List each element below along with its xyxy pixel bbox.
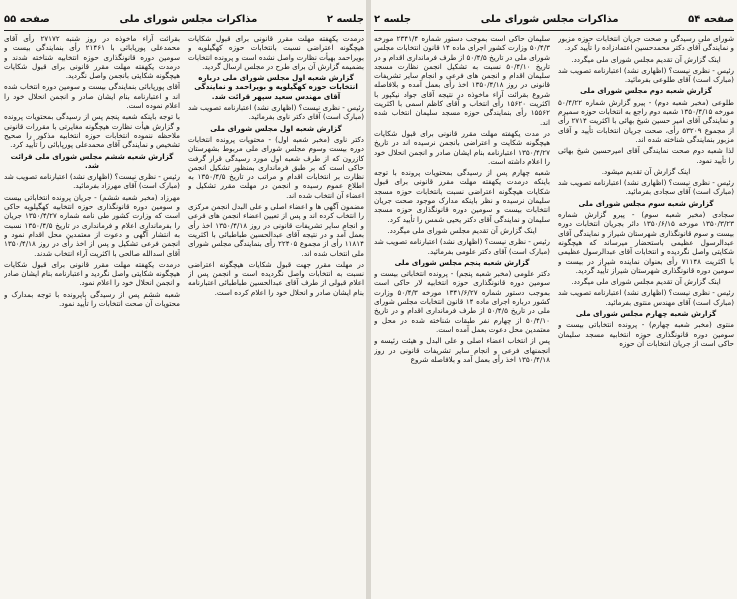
left-column <box>374 34 550 593</box>
paragraph: شعبه ششم پس از رسیدگی باپرونده با توجه بمدارک و محتویات آن صحت انتخابات را تأیید نمود. <box>4 289 180 309</box>
session-number: جلسه ۲ <box>326 13 364 25</box>
paragraph: مضمون آگهی ها و اعضاء اصلی و علی البدل انجمن مرکزی را انتخاب کرده اند و پس از تعیین اعضاء انجمن های فرعی و انجام سایر تشریفات قانونی در روز ۱۳۵۰/۴/۱۸ اخذ رأی بعمل آمد و در نتیجه آقای عبدالحسین طباطبائی با اکثریت ۱۱۸۱۴ رأی از مجموع ۲۲۴۰۵ رأی بنمایندگی مجلس شورای ملی انتخاب شده اند. <box>188 202 364 258</box>
report-heading: گزارش شعبه چهارم مجلس شورای ملی <box>575 309 717 319</box>
speaker-paragraph: رئیس - نظری نیست؟ (اظهاری نشد) اعتبارنامه تصویب شد (مبارک است) آقای دکتر علومی بفرمائید. <box>374 237 550 256</box>
right-column <box>188 34 364 593</box>
paragraph: اینک گزارش آن تقدیم مجلس شورای ملی میگردد. <box>387 225 537 235</box>
paragraph: در مهلت مقرر جهت قبول شکایات هیچگونه اعتراضی نسبت به انتخابات واصل نگردیده است و انجمن پس از اعلام قبولی از طرف آقای عبدالحسین طباطبائی اعتبارنامه بنام ایشان صادر و انحلال خود را اعلام کرده است. <box>188 259 364 297</box>
speaker-paragraph: دکتر ناوی (مخبر شعبه اول) - محتویات پرونده انتخابات دوره بیست وسوم مجلس شورای ملی مربوط بشهرستان کازرون که از طرف شعبه اول مورد رسیدگی قرار گرفت حاکی است که بر طبق فرمانداری بمنظور تشکیل انجمن نظارت بر انتخابات اقدام و مراتب در تاریخ ۱۳۵۰/۴/۵ به اطلاع عموم رسیده و انجمن در مهلت مقرر تشکیل و اعضاء آن انتخاب شده اند. <box>188 134 364 200</box>
paragraph: درمدت یکهفته مهلت مقرر قانونی برای قبول شکایات هیچگونه شکایتی واصل نگردید و اعتبارنامه بنام ایشان صادر و انجمن انحلال خود را اعلام نمود. <box>4 259 180 288</box>
page-header <box>4 8 364 31</box>
right-page <box>374 8 734 593</box>
report-heading: گزارش شعبه اول مجلس شورای ملی درباره انتخابات حوزه کهگیلویه و بویراحمد و نمایندگی آقای مهندس سعید سپهر قرائت شد. <box>194 73 358 101</box>
paragraph: در مدت یکهفته مهلت مقرر قانونی برای قبول شکایات هیچگونه شکایت و اعتراضی بانجمن نرسیده اند در تاریخ ۱۳۵۰/۴/۲۷ اعتبارنامه بنام ایشان صادر و انجمن انحلال خود را اعلام داشته است. <box>374 128 550 166</box>
paragraph: درمدت یکهفته مهلت مقرر قانونی برای قبول شکایات هیچگونه اعتراضی نسبت بانتخابات حوزه کهگیلویه و بویراحمد بهیأت نظارت واصل نشده است و پرونده انتخابات بضمیمه گزارش آن برای طرح در مجلس ارسال گردید. <box>188 34 364 71</box>
session-number: جلسه ۲ <box>374 13 412 25</box>
speaker-paragraph: سجادی (مخبر شعبه سوم) - پیرو گزارش شماره ۱۳۵۰/۳/۲۳ مورخه ۱۳۵۰/۶/۱۵ دائر بجریان انتخابات دوره بیست و سوم قانونگذاری شهرستان شیراز و نمایندگی آقای عبدالرسول عظیمی باستحضار میرساند که هیچگونه شکایتی واصل نگردیده و انتخابات آقای عبدالرسول عظیمی با اکثریت ۷۱۱۴۸ رأی بعنوان نماینده شیراز در بیست و سومین دوره قانونگذاری شهرستان شیراز تأیید گردید. <box>558 210 734 275</box>
paragraph: سلیمان حاکی است بموجب دستور شماره ۲۳۴۱/۴ مورخه ۵۰/۴/۳ وزارت کشور اجرای ماده ۱۴ قانون انتخابات مجلس شورای ملی در تاریخ ۵۰/۴/۵ از طرف فرمانداری اقدام و در تاریخ ۵۰/۴/۱۰ نسبت به تشکیل انجمن نظارت مسجد سلیمان اقدام و انجمن های فرعی و انجام سایر تشریفات قانونی در روز ۱۳۵۰/۴/۱۸ اخذ رأی بعمل آمده و بلافاصله شروع بقرائت آراء ماخوذه در نتیجه آقای جواد نیکپور با اکثریت ۱۵۶۲۰ رأی انتخاب و آقای کاظم اسمی با اکثریت ۱۵۵۶۲ رأی بنمایندگی حوزه مسجد سلیمان انتخاب شده اند. <box>374 34 550 127</box>
paragraph: اینک گزارش آن تقدیم مجلس شورای ملی میگردد. <box>571 277 721 287</box>
report-heading: گزارش شعبه اول مجلس شورای ملی <box>210 123 342 133</box>
speaker-paragraph: رئیس - نظری نیست؟ (اظهاری نشد) اعتبارنامه تصویب شد (مبارک است) آقای طلوعی بفرمائید. <box>558 65 734 85</box>
paragraph: شعبه چهارم پس از رسیدگی بمحتویات پرونده با توجه باینکه درمدت یکهفته مهلت مقرر قانونی برای قبول شکایات هیچگونه اعتراضی نسبت بانتخابات حوزه مسجد سلیمان نرسیده و نظر باینکه مدارک موجود صحت جریان انتخابات بیست و سومین دوره قانونگذاری حوزه مسجد سلیمان و نمایندگی آقای دکتر یحیی شمس را تأیید کرد. <box>374 168 550 224</box>
report-heading: گزارش شعبه دوم مجلس شورای ملی <box>580 86 712 96</box>
left-column <box>4 34 180 593</box>
paragraph: اینک گزارش آن تقدیم مجلس شورای ملی میگردد. <box>571 54 721 64</box>
paragraph: آقای پورپابائی بنمایندگی بیست و سومین دوره انتخاب شده اند و اعتبارنامه بنام ایشان صادر و انجمن انحلال خود را اعلام نموده است. <box>4 82 180 111</box>
columns <box>374 34 734 593</box>
speaker-paragraph: رئیس - نظری نیست؟ (اظهاری نشد) اعتبارنامه تصویب شد (مبارک است) آقای سجادی بفرمائید. <box>558 178 734 197</box>
speaker-paragraph: دکتر علومی (مخبر شعبه پنجم) - پرونده انتخاباتی بیست و سومین دوره قانونگذاری حوزه انتخابیه لار حاکی است بموجب دستور شماره ۱۳۴۱/۶/۲۷ مورخه ۵۰/۴/۳ وزارت کشور درباره اجرای ماده ۱۴ قانون انتخابات مجلس شورای ملی در تاریخ ۵۰/۴/۵ از طرف فرمانداری اقدام و در تاریخ ۵۰/۴/۱۰ از چهارم نفر طبقات شناخته شده در محل و معتمدین محل دعوت بعمل آمده است. <box>374 269 550 334</box>
right-column <box>558 34 734 593</box>
speaker-paragraph: رئیس - نظری نیست؟ (اظهاری نشد) اعتبارنامه تصویب شد (مبارک است) آقای دکتر ناوی بفرمائید. <box>188 103 364 122</box>
page-title: مذاکرات مجلس شورای ملی <box>480 13 619 25</box>
paragraph: شورای ملی رسیدگی و صحت جریان انتخابات حوزه مزبور و نمایندگی آقای دکتر محمدحسین اعتمادزاده را تأیید کرد. <box>558 34 734 53</box>
left-page <box>4 8 364 593</box>
report-heading: گزارش شعبه سوم مجلس شورای ملی <box>578 198 714 208</box>
columns <box>4 34 364 593</box>
paragraph: با توجه باینکه شعبه پنجم پس از رسیدگی بمحتویات پرونده و گزارش هیأت نظارت هیچگونه مغایرتی با مقررات قانونی ملاحظه ننموده انتخابات حوزه انتخابیه مذکور را صحیح تشخیص و نمایندگی آقای محمدعلی پورپابائی را تأیید کرد. <box>4 112 180 150</box>
speaker-paragraph: طلوعی (مخبر شعبه دوم) - پیرو گزارش شماره ۵۰/۴/۲۲ مورخه ۱۳۵۰/۴/۱۵ شعبه دوم راجع به انتخابات حوزه سمیرم و نمایندگی آقای امیر حسین شیخ بهائی با اکثریت ۲۷۱۴ رأی از مجموع ۵۳۲۰۹ رأی، صحت جریان انتخابات تأیید و آقای مزبور بنمایندگی شناخته شده اند. <box>558 97 734 144</box>
speaker-paragraph: رئیس - نظری نیست؟ (اظهاری نشد) اعتبارنامه تصویب شد (مبارک است) آقای مهندس منتوی بفرمائید. <box>558 288 734 307</box>
speaker-paragraph: منتوی (مخبر شعبه چهارم) - پرونده انتخاباتی بیست و سومین دوره قانونگذاری حوزه انتخابیه مسجد سلیمان حاکی است از جریان انتخابات آن حوزه <box>558 320 734 348</box>
speaker-paragraph: مهرزاد (مخبر شعبه ششم) - جریان پرونده انتخاباتی بیست و سومین دوره قانونگذاری حوزه انتخابیه کهگیلویه حاکی است که وزارت کشور طی نامه شماره ۱۳۵۰/۴/۲۷ جریان را بفرمانداری اعلام و فرمانداری در تاریخ ۱۳۵۰/۴/۵ نسبت به انتشار آگهی و دعوت از معتمدین محل اقدام نمود و انجمن فرعی تشکیل و پس از اخذ رأی در روز ۱۳۵۰/۴/۱۸ آقای اسدالله صالحی با اکثریت آراء انتخاب شدند. <box>4 192 180 258</box>
page-gutter <box>366 0 371 599</box>
paragraph: اینک گزارش آن تقدیم میشود. <box>601 166 691 176</box>
report-heading: گزارش شعبه ششم مجلس شورای ملی قرائت شد. <box>10 151 174 170</box>
paragraph: پس از انتخاب اعضاء اصلی و علی البدل و هیئت رئیسه و انجمنهای فرعی و انجام سایر تشریفات قانونی در روز ۱۳۵۰/۴/۱۸ اخذ رأی بعمل آمد و بلافاصله شروع <box>374 336 550 364</box>
page-title: مذاکرات مجلس شورای ملی <box>119 13 258 25</box>
report-heading: گزارش شعبه پنجم مجلس شورای ملی <box>394 257 530 267</box>
page-number: صفحه ۵۵ <box>4 13 50 25</box>
page-number: صفحه ۵۴ <box>688 13 734 25</box>
page-header <box>374 8 734 31</box>
speaker-paragraph: رئیس - نظری نیست؟ (اظهاری نشد) اعتبارنامه تصویب شد (مبارک است) آقای مهرزاد بفرمائید. <box>4 172 180 191</box>
paragraph: لذا شعبه دوم صحت نمایندگی آقای امیرحسین شیخ بهائی را تأیید نمود. <box>558 146 734 165</box>
paragraph: بقرائت آراء ماخوذه در روز شنبه ۲۷۱۷۲ رأی آقای محمدعلی پورپابائی با ۲۱۴۶۱ رأی بنمایندگی بیست و سومین دوره قانونگذاری حوزه انتخابیه شناخته شدند و درمدت یکهفته مهلت مقرر قانونی برای قبول شکایات هیچگونه شکایتی بانجمن واصل نگردید. <box>4 34 180 81</box>
